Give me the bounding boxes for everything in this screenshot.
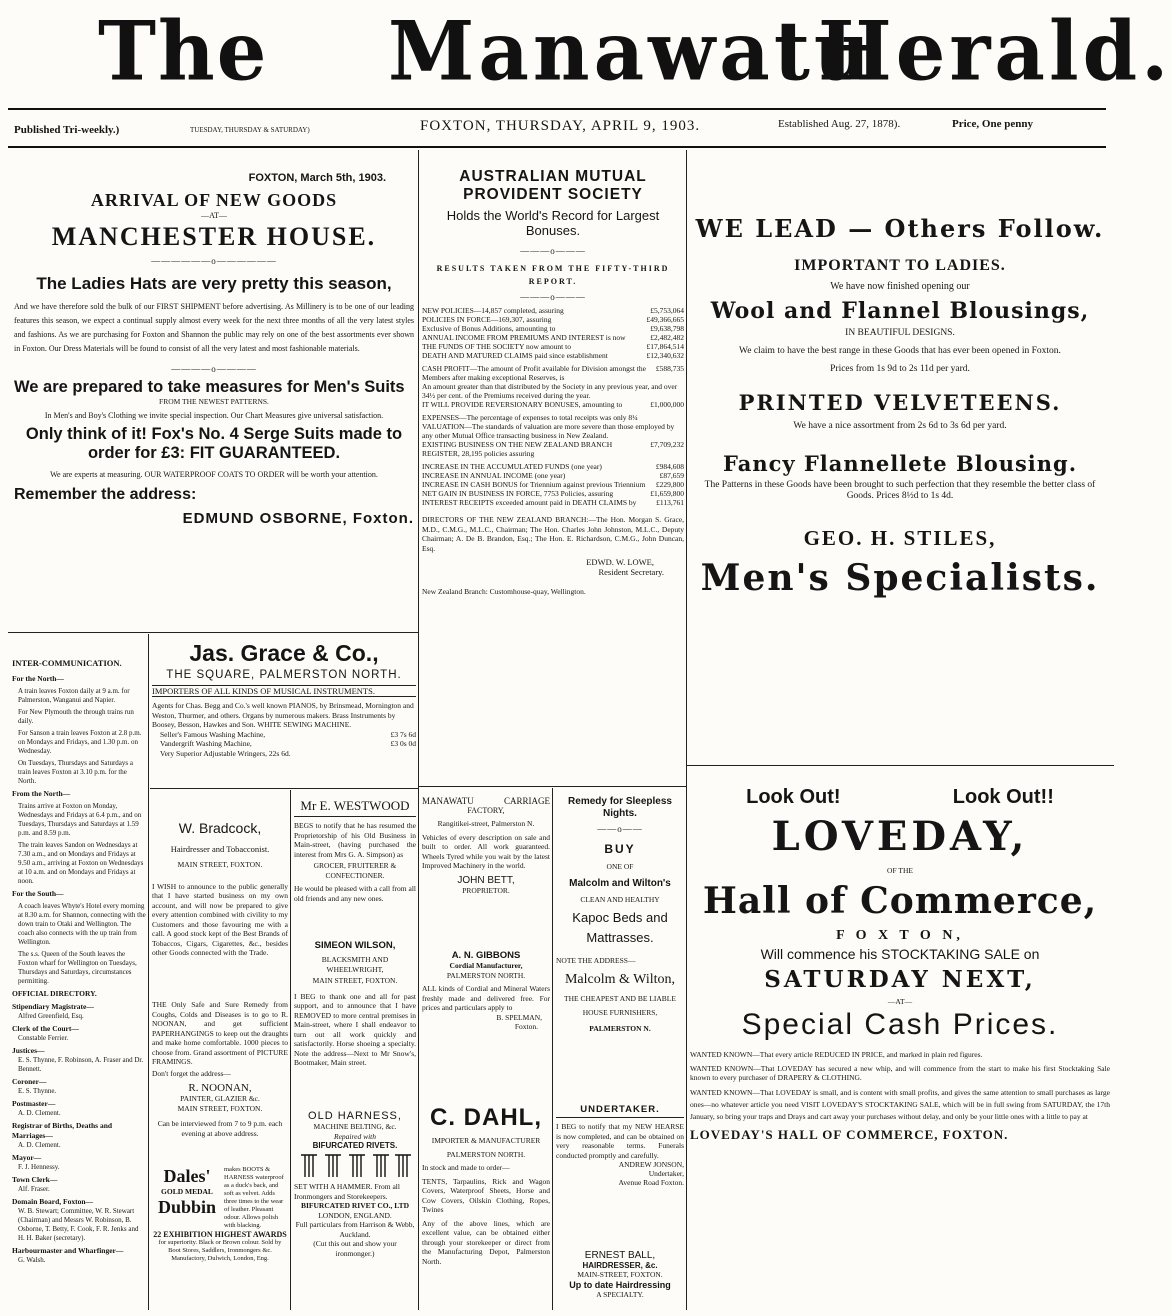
amp-result-value: £5,753,064 — [650, 306, 684, 315]
undertaker-body: I BEG to notify that my NEW HEARSE is now completed, and can be obtained on very reasonable terms. Funerals conducted promptly and carefully. — [556, 1122, 684, 1160]
at-divider: —AT— — [201, 211, 227, 220]
intercom-entry-text: Alf. Fraser. — [18, 1185, 50, 1193]
dahl-name: C. DAHL, — [430, 1104, 542, 1131]
grace-ad — [152, 640, 416, 785]
wool-blousings-headline: Wool and Flannel Blousings, — [710, 298, 1090, 324]
amp-result-label: POLICIES IN FORCE—169,307, assuring — [422, 315, 552, 324]
intercom-entry — [12, 729, 146, 756]
westwood-body-2: He would be pleased with a call from all old friends and any new ones. — [294, 884, 416, 903]
harness-cut-note: (Cut this out and show your ironmonger.) — [313, 1239, 397, 1258]
remember-address: Remember the address: — [14, 485, 197, 503]
wilson-name: SIMEON WILSON, — [314, 940, 396, 951]
intercom-entry-heading: For the South— — [12, 889, 64, 898]
amp-result-label: NEW POLICIES—14,857 completed, assuring — [422, 306, 564, 315]
harness-company-address: LONDON, ENGLAND. — [318, 1210, 392, 1220]
hall-of-commerce: Hall of Commerce, — [702, 879, 1098, 922]
intercom-entry — [12, 950, 146, 986]
gibbons-name: A. N. GIBBONS — [451, 950, 521, 961]
saturday-next: SATURDAY NEXT, — [764, 965, 1036, 993]
amp-subtitle: Holds the World's Record for Largest Bonuses. — [446, 208, 660, 238]
westwood-ad — [294, 798, 416, 928]
amp-result-label: Exclusive of Bonus Additions, amounting to — [422, 324, 556, 333]
flannellete-body: The Patterns in these Goods have been brought to such perfection that they resemble the better class of Goods. Prices 8½d to 1s 4d. — [704, 480, 1096, 501]
amp-result-row — [422, 471, 684, 480]
bradcock-address: MAIN STREET, FOXTON. — [177, 860, 263, 869]
amp-results-table — [422, 306, 684, 507]
amp-result-value: £229,800 — [655, 480, 684, 489]
dahl-ad — [422, 1104, 550, 1310]
dahl-body: TENTS, Tarpaulins, Rick and Wagon Covers, Waterproof Sheets, Horse and Cow Covers, Oilskin Clothing, Ropes, Twines — [422, 1176, 550, 1214]
amp-result-row — [422, 315, 684, 324]
intercom-entry-heading: Domain Board, Foxton— — [12, 1197, 94, 1206]
intercom-entry-text: E. S. Thynne. — [18, 1087, 57, 1095]
dubbin-side-text: makes BOOTS & HARNESS waterproof as a duck's back, and soft as velvet. Adds three times to the wear of leather. Pleasant odour. Allows polish with blacking. — [224, 1166, 284, 1229]
look-out-2: Look Out!! — [952, 786, 1054, 808]
best-range-claim: We claim to have the best range in these Goods that has ever been opened in Foxton. — [739, 346, 1061, 356]
intercom-entry-text: G. Walsh. — [18, 1256, 46, 1264]
intercom-entry-text: Alfred Greenfield, Esq. — [18, 1012, 84, 1020]
amp-result-row — [422, 480, 684, 489]
dahl-address: PALMERSTON NORTH. — [446, 1149, 526, 1159]
amp-result-label: VALUATION—The standards of valuation are more severe than those employed by any other Mutual Office transacting business in New Zealand. — [422, 422, 675, 440]
ad-dateline: FOXTON, March 5th, 1903. — [248, 172, 386, 184]
flannellete-headline: Fancy Flannellete Blousing. — [722, 451, 1078, 476]
amp-result-label: THE FUNDS OF THE SOCIETY now amount to — [422, 342, 571, 351]
dubbin-awards: 22 EXHIBITION HIGHEST AWARDS — [153, 1230, 287, 1239]
amp-result-row — [422, 462, 684, 471]
intercom-entry — [12, 1121, 146, 1150]
amp-result-label: An amount greater than that distributed by the Society in any previous year, and over 34½ per cent. of the Premiums received during the year. — [422, 382, 678, 400]
amp-signature: EDWD. W. LOWE, — [586, 557, 654, 567]
gibbons-ad — [422, 950, 550, 1060]
ball-trade: HAIRDRESSER, &c. — [582, 1261, 658, 1270]
westwood-body: BEGS to notify that he has resumed the Proprietorship of his Old Business in Main-street, (having purchased the interest from Mrs G. A. Simpson) as — [294, 821, 416, 859]
grace-item-label: Seller's Famous Washing Machine, — [160, 729, 266, 739]
headline-new-goods: ARRIVAL OF NEW GOODS — [90, 190, 338, 210]
column-divider — [418, 150, 419, 1310]
wanted-known-2: WANTED KNOWN—That LOVEDAY has secured a new whip, and will commence from the start to make his first Stocktaking Sale known to every purchaser of DRAPERY & CLOTHING. — [690, 1063, 1110, 1082]
amp-result-label: CASH PROFIT—The amount of Profit available for Division amongst the Members after making exceptional Reserves, is — [422, 364, 646, 382]
intercom-entry — [12, 1046, 146, 1074]
wilson-ad — [294, 940, 416, 1090]
carriage-factory-ad — [422, 796, 550, 936]
wilton-town: PALMERSTON N. — [589, 1023, 651, 1033]
one-of: ONE OF — [606, 862, 634, 871]
publication-days: TUESDAY, THURSDAY & SATURDAY) — [190, 126, 310, 134]
intercom-entry-text: Trains arrive at Foxton on Monday, Wednesdays and Fridays at 6.4 p.m., and on Tuesdays, Thursdays and Saturdays at 1.59 p.m. and 8.59 p.m. — [18, 802, 142, 837]
loveday-ad — [690, 782, 1110, 1310]
harness-sub: MACHINE BELTING, &c. — [313, 1122, 397, 1131]
grace-item-label: Vandergrift Washing Machine, — [160, 739, 252, 748]
established-note: Established Aug. 27, 1878). — [778, 118, 901, 130]
amp-result-value: £7,709,232 — [650, 440, 684, 449]
intercom-entry — [12, 1246, 146, 1265]
dahl-trade: IMPORTER & MANUFACTURER — [431, 1136, 541, 1145]
intercom-entry-heading: Mayor— — [12, 1153, 42, 1162]
section-rule — [150, 788, 418, 789]
finished-opening: We have now finished opening our — [830, 281, 970, 292]
intercom-entry-heading: For the North— — [12, 674, 64, 683]
intercom-entry — [12, 759, 146, 786]
amp-result-row — [422, 440, 684, 458]
wanted-known-3: WANTED KNOWN—That LOVEDAY is small, and is content with small profits, and gives the same attention to small purchases as large ones—no whatever article you need VISIT LOVEDAY'S STOCKTAKING SALE, which will be in full swing from SATURDAY, the 17th January, so bring your traps and Drays and cart away your purchases without delay, and only be your little ones with a little to pay at — [690, 1087, 1110, 1121]
carriage-title-2: CARRIAGE — [503, 796, 550, 806]
carriage-body: Vehicles of every description on sale and built to order. All work guaranteed. Wheels Tyred while you wait by the latest Improved Machinery in the world. — [422, 832, 550, 870]
intercom-entry-heading: Registrar of Births, Deaths and Marriages— — [12, 1121, 113, 1140]
amp-result-label: DEATH AND MATURED CLAIMS paid since establishment — [422, 351, 608, 360]
osborne-signature: EDMUND OSBORNE, Foxton. — [182, 509, 414, 527]
intercom-entry-text: The s.s. Queen of the South leaves the Foxton wharf for Wellington on Tuesdays, Thursdays and Saturdays, circumstances permitting. — [18, 950, 137, 985]
price-note: Price, One penny — [952, 118, 1033, 130]
harness-footer: Full particulars from Harrison & Webb, Auckland. — [295, 1220, 415, 1239]
amp-result-row — [422, 324, 684, 333]
loveday-footer: LOVEDAY'S HALL OF COMMERCE, FOXTON. — [690, 1126, 1009, 1142]
kapoc-heading: Kapoc Beds and Mattrasses. — [572, 910, 668, 945]
amp-result-value: £1,659,800 — [650, 489, 684, 498]
amp-result-value: £12,340,632 — [646, 351, 684, 360]
ornament-rule: ————o———— — [171, 364, 257, 374]
grace-price-row — [152, 730, 416, 740]
amp-result-label: NET GAIN IN BUSINESS IN FORCE, 7753 Policies, assuring — [422, 489, 614, 498]
stiles-ad — [690, 196, 1110, 761]
column-divider — [686, 150, 687, 1310]
velveteens-headline: PRINTED VELVETEENS. — [738, 390, 1062, 415]
amp-result-label: INCREASE IN CASH BONUS for Triennium against previous Triennium — [422, 480, 646, 489]
column-divider — [290, 790, 291, 1310]
intercom-entry-text: The train leaves Sandon on Wednesdays at 7.30 a.m., and on Mondays and Fridays at 9.50 a.m., arriving at Foxton on Wednesdays at 10 a.m. and on Mondays and Fridays at noon. — [18, 841, 144, 885]
noonan-name: R. NOONAN, — [188, 1082, 252, 1094]
amp-result-value: £9,638,798 — [650, 324, 684, 333]
intercom-entry-text: F. J. Hennessy. — [18, 1163, 60, 1171]
amp-result-value: £2,482,482 — [650, 333, 684, 342]
rivet-illustration-icon — [295, 1152, 415, 1180]
suits-body: In Men's and Boy's Clothing we invite special inspection. Our Chart Measures give universal satisfaction. — [44, 410, 384, 420]
suits-sub: FROM THE NEWEST PATTERNS. — [159, 397, 269, 406]
amp-result-value: £49,366,665 — [646, 315, 684, 324]
suits-headline: We are prepared to take measures for Men's Suits — [14, 378, 405, 396]
intercom-entry-text: A coach leaves Whyte's Hotel every morning at 8.30 a.m. for Shannon, connecting with the down train to Otaki and Wellington. The coach also connects with the up train from Wellington. — [18, 902, 146, 946]
mens-specialists: Men's Specialists. — [700, 557, 1100, 599]
note-address: NOTE THE ADDRESS— — [556, 956, 636, 965]
amp-result-row — [422, 498, 684, 507]
intercom-entry-heading: Postmaster— — [12, 1099, 56, 1108]
amp-result-row — [422, 333, 684, 342]
manchester-house-ad — [14, 172, 414, 627]
grace-name: Jas. Grace & Co., — [189, 640, 379, 666]
amp-result-label: EXISTING BUSINESS ON THE NEW ZEALAND BRANCH REGISTER, 28,195 policies assuring — [422, 440, 613, 458]
intercom-entry-heading: Coroner— — [12, 1077, 47, 1086]
ball-address: MAIN-STREET, FOXTON. — [577, 1270, 663, 1279]
intercom-entry-heading: Clerk of the Court— — [12, 1024, 79, 1033]
undertaker-title: UNDERTAKER. — [556, 1104, 684, 1118]
intercom-entry — [12, 1077, 146, 1096]
wilson-address: MAIN STREET, FOXTON. — [312, 976, 398, 985]
masthead-rule — [8, 108, 1106, 110]
intercom-entry-text: A train leaves Foxton daily at 9 a.m. for Palmerston, Wanganui and Napier. — [18, 687, 130, 704]
intercom-entry-text: A. D. Clement. — [18, 1141, 61, 1149]
intercom-entry — [12, 1024, 146, 1043]
amp-result-label: ANNUAL INCOME FROM PREMIUMS AND INTEREST is now — [422, 333, 626, 342]
intercom-entry — [12, 1197, 146, 1243]
amp-signature-title: Resident Secretary. — [598, 567, 664, 577]
foxton-spaced: F O X T O N, — [836, 927, 964, 943]
jonson-name: ANDREW JONSON, — [618, 1160, 684, 1169]
amp-result-row — [422, 306, 684, 315]
amp-result-label: INCREASE IN THE ACCUMULATED FUNDS (one year) — [422, 462, 602, 471]
intercom-entry-heading: From the North— — [12, 789, 71, 798]
masthead — [0, 0, 1172, 110]
masthead-word-manawatu: Manawatu — [388, 3, 875, 100]
noonan-footer: Can be interviewed from 7 to 9 p.m. each evening at above address. — [157, 1119, 283, 1138]
amp-society-ad — [422, 168, 684, 783]
harness-repaired: Repaired with — [333, 1131, 376, 1141]
amp-result-label: INCREASE IN ANNUAL INCOME (one year) — [422, 471, 566, 480]
experts-note: We are experts at measuring. OUR WATERPROOF COATS TO ORDER will be worth your attention. — [50, 469, 378, 479]
intercom-entry — [12, 687, 146, 705]
intercom-title: INTER-COMMUNICATION. — [12, 658, 122, 668]
intercom-entry — [12, 902, 146, 947]
amp-result-row — [422, 413, 684, 422]
intercom-entry — [12, 802, 146, 838]
intercom-entry-text: For New Plymouth the through trains run daily. — [18, 708, 134, 725]
beautiful-designs: IN BEAUTIFUL DESIGNS. — [845, 328, 955, 338]
serge-suits-headline: Only think of it! Fox's No. 4 Serge Suits made to order for £3: FIT GUARANTEED. — [25, 424, 403, 462]
harness-ad — [294, 1110, 416, 1258]
harness-rivets: BIFURCATED RIVETS. — [312, 1141, 398, 1150]
intercom-entry-text: On Tuesdays, Thursdays and Saturdays a train leaves Foxton at 3.10 p.m. for the North. — [18, 759, 133, 785]
dahl-body-2: Any of the above lines, which are excellent value, can be obtained either through your storekeeper or direct from the Manufacturing Depot, Palmerston North. — [422, 1218, 550, 1266]
amp-title-1: AUSTRALIAN MUTUAL — [459, 168, 647, 185]
blousing-prices: Prices from 1s 9d to 2s 11d per yard. — [830, 364, 970, 374]
gibbons-trade: Cordial Manufacturer, — [449, 961, 523, 970]
intercommunication-column — [12, 658, 146, 1308]
bett-title: PROPRIETOR. — [462, 885, 510, 895]
intercom-entry — [12, 1002, 146, 1021]
intercom-entry-text: For Sanson a train leaves Foxton at 2.8 p.m. on Mondays and Fridays, and 1.30 p.m. on Wednesday. — [18, 729, 142, 755]
westwood-name: Mr E. WESTWOOD — [294, 798, 416, 817]
ball-name: ERNEST BALL, — [584, 1250, 656, 1261]
ornament-rule: ———o——— — [520, 246, 586, 256]
amp-result-label: IT WILL PROVIDE REVERSIONARY BONUSES, amounting to — [422, 400, 623, 409]
intercom-entry-text: A. D. Clement. — [18, 1109, 61, 1117]
amp-title-2: PROVIDENT SOCIETY — [463, 186, 643, 203]
intercom-entry-heading: Justices— — [12, 1046, 45, 1055]
loveday-name: LOVEDAY, — [771, 813, 1029, 860]
dubbin-brand-1: Dales' — [163, 1166, 211, 1186]
hats-body: And we have therefore sold the bulk of our FIRST SHIPMENT before advertising. As Millinery is to be one of our leading features this season, we expect a continual supply almost every week for the next three months of all the very latest styles and fashions. As we are purchasing for Foxton and Shannon the public may rely on one of the best assortments ever shown in Foxton. Our Dress Materials will be found to consist of all the very latest and most fashionable materials. — [14, 302, 414, 353]
amp-result-row — [422, 351, 684, 360]
intercom-entry — [12, 708, 146, 726]
important-to-ladies: IMPORTANT TO LADIES. — [794, 257, 1006, 274]
amp-results-heading: RESULTS TAKEN FROM THE FIFTY-THIRD REPORT. — [436, 264, 670, 286]
bett-name: JOHN BETT, — [457, 874, 515, 886]
intercom-entry — [12, 1175, 146, 1194]
section-rule — [8, 632, 418, 633]
carriage-address: Rangitikei-street, Palmerston N. — [437, 819, 535, 828]
dahl-stock-note: In stock and made to order— — [422, 1163, 510, 1172]
wilton-name: Malcolm & Wilton, — [564, 971, 675, 987]
gibbons-body: ALL kinds of Cordial and Mineral Waters freshly made and delivered free. For prices and particulars apply to — [422, 984, 550, 1012]
wilson-trade: BLACKSMITH AND WHEELWRIGHT, — [321, 955, 389, 974]
grace-item-price: £3 0s 0d — [390, 739, 416, 748]
amp-result-label: INTEREST RECEIPTS exceeded amount paid in DEATH CLAIMS by — [422, 498, 637, 507]
dubbin-gold-medal: GOLD MEDAL — [161, 1187, 213, 1196]
intercom-entry — [12, 841, 146, 886]
noonan-body: THE Only Safe and Sure Remedy from Coughs, Colds and Diseases is to go to R. NOONAN, and get sufficient PAPERHANGINGS to keep out the draughts and make home comfortable. 1000 pieces to choose from. Grand assortment of PICTURE FRAMINGS. — [152, 1000, 288, 1066]
amp-result-value: £17,864,514 — [646, 342, 684, 351]
grace-price-list — [152, 730, 416, 759]
westwood-trade: GROCER, FRUITERER & CONFECTIONER. — [313, 861, 397, 880]
sleepless-heading: Remedy for Sleepless Nights. — [568, 796, 672, 819]
grace-price-row — [152, 739, 416, 749]
masthead-word-the: The — [98, 3, 269, 100]
published-note: Published Tri-weekly.) — [14, 124, 120, 136]
grace-address: THE SQUARE, PALMERSTON NORTH. — [166, 669, 402, 681]
carriage-title-3: FACTORY, — [467, 806, 505, 815]
intercom-entry — [12, 674, 146, 684]
intercom-entry — [12, 1153, 146, 1172]
ball-up-to-date: Up to date Hairdressing — [569, 1279, 671, 1290]
intercom-entry-text: Constable Ferrier. — [18, 1034, 69, 1042]
intercom-entry-heading: Harbourmaster and Wharfinger— — [12, 1246, 124, 1255]
amp-result-value: £113,761 — [656, 498, 684, 507]
ball-ad — [556, 1250, 684, 1310]
ball-specialty: A SPECIALTY. — [596, 1289, 644, 1299]
we-lead-headline: WE LEAD — Others Follow. — [695, 214, 1105, 243]
intercom-entry-text: E. S. Thynne, F. Robinson, A. Fraser and Dr. Bennett. — [18, 1056, 144, 1073]
undertaker-ad — [556, 1104, 684, 1224]
intercom-entry — [12, 989, 146, 999]
noonan-trade: PAINTER, GLAZIER &c. — [180, 1094, 260, 1103]
grace-importers: IMPORTERS OF ALL KINDS OF MUSICAL INSTRUMENTS. — [152, 685, 416, 697]
jonson-address: Avenue Road Foxton. — [618, 1178, 684, 1187]
spelman-address: Foxton. — [514, 1021, 538, 1031]
special-cash-prices: Special Cash Prices. — [741, 1008, 1059, 1041]
issue-date: FOXTON, THURSDAY, APRIL 9, 1903. — [420, 118, 701, 134]
column-divider — [552, 788, 553, 1310]
amp-result-row — [422, 382, 684, 400]
amp-result-value: £984,608 — [655, 462, 684, 471]
masthead-word-herald: Herald. — [818, 3, 1172, 100]
noonan-address: MAIN STREET, FOXTON. — [177, 1103, 263, 1113]
amp-result-row — [422, 364, 684, 382]
dubbin-ad — [152, 1166, 288, 1310]
of-the: OF THE — [887, 866, 913, 875]
gibbons-address: PALMERSTON NORTH. — [446, 970, 526, 980]
intercom-entry-heading: Town Clerk— — [12, 1175, 58, 1184]
intercom-entry-text: W. B. Stewart; Committee, W. R. Stewart (Chairman) and Messrs W. Robinson, B. Osborne, T. Betty, F. Cook, F. R. Jenks and H. H. Baker (secretary). — [18, 1207, 139, 1242]
bradcock-body: I WISH to announce to the public generally that I have started business on my own account, and will now be prepared to give every attention combined with civility to my Customers and those favouring me with a call. A good stock kept of the Best Brands of Tobaccos, Cigars, Cigarettes, &c., besides other Goods connected with the Trade. — [152, 881, 288, 957]
velveteens-prices: We have a nice assortment from 2s 6d to 3s 6d per yard. — [793, 421, 1007, 431]
column-divider — [148, 634, 149, 1310]
wilton-makers: Malcolm and Wilton's — [569, 877, 671, 889]
intercom-list — [12, 674, 146, 1265]
amp-result-row — [422, 422, 684, 440]
amp-result-label: EXPENSES—The percentage of expenses to total receipts was only 8¼ — [422, 413, 638, 422]
dubbin-footer: for superiority. Black or Brown colour. Sold by Boot Stores, Saddlers, Ironmongers &c. Manufactory, Dulwich, London, Eng. — [158, 1239, 282, 1262]
amp-result-row — [422, 489, 684, 498]
grace-item-label: Very Superior Adjustable Wringers, 22s 6d. — [160, 748, 291, 758]
intercom-entry-heading: Stipendiary Magistrate— — [12, 1002, 94, 1011]
section-rule — [686, 765, 1114, 766]
ornament-rule: ———o——— — [520, 292, 586, 302]
intercom-entry — [12, 789, 146, 799]
wilson-body: I BEG to thank one and all for past support, and to announce that I have REMOVED to more central premises in Main-street, where I shall endeavor to turn out all work quickly and satisfactorily. Horse shoeing a specialty. Note the address—Next to Mr Snow's, Bootmaker, Main street. — [294, 991, 416, 1067]
harness-body: SET WITH A HAMMER. From all Ironmongers and Storekeepers. — [294, 1182, 400, 1201]
amp-result-row — [422, 400, 684, 409]
wilton-cheapest: THE CHEAPEST AND BE LIABLE HOUSE FURNISHERS, — [564, 993, 676, 1017]
hats-headline: The Ladies Hats are very pretty this season, — [36, 274, 392, 293]
noonan-forget: Don't forget the address— — [152, 1068, 231, 1078]
noonan-ad — [152, 1000, 288, 1160]
wilton-ad — [556, 796, 684, 1096]
harness-title: OLD HARNESS, — [308, 1110, 402, 1122]
section-rule — [418, 786, 686, 787]
intercom-entry-heading: OFFICIAL DIRECTORY. — [12, 989, 97, 998]
bradcock-name: W. Bradcock, — [178, 820, 262, 836]
amp-result-value: £87,659 — [659, 471, 684, 480]
spelman-name: B. SPELMAN, — [496, 1012, 542, 1022]
amp-result-value: £588,735 — [655, 364, 684, 373]
grace-body: Agents for Chas. Begg and Co.'s well known PIANOS, by Brinsmead, Mornington and Weston, Thurmer, and others. Organs by numerous makers. Brass Instruments by Boosey, Besson, Hawkes and Son. WHITE SEWING MACHINE. — [152, 701, 414, 729]
ornament-rule: ——————o—————— — [151, 256, 277, 266]
intercom-entry — [12, 1099, 146, 1118]
bradcock-trade: Hairdresser and Tobacconist. — [170, 844, 270, 854]
jonson-trade: Undertaker, — [648, 1169, 684, 1178]
amp-result-value: £1,000,000 — [650, 400, 684, 409]
grace-price-row — [152, 749, 416, 759]
amp-result-row — [422, 342, 684, 351]
look-out-1: Look Out! — [746, 786, 841, 808]
headline-manchester-house: MANCHESTER HOUSE. — [51, 222, 377, 251]
grace-item-price: £3 7s 6d — [390, 729, 416, 739]
at-divider: —AT— — [887, 996, 913, 1006]
amp-branch-address: New Zealand Branch: Customhouse-quay, Wellington. — [422, 587, 586, 596]
ornament-rule: ——o—— — [597, 824, 643, 834]
stocktaking-line: Will commence his STOCKTAKING SALE on — [760, 945, 1040, 962]
clean-healthy: CLEAN AND HEALTHY — [580, 894, 660, 904]
wanted-known-1: WANTED KNOWN—That every article REDUCED IN PRICE, and marked in plain red figures. — [690, 1050, 983, 1059]
harness-company: BIFURCATED RIVET CO., LTD — [300, 1201, 409, 1210]
intercom-entry — [12, 889, 146, 899]
stiles-name: GEO. H. STILES, — [803, 526, 997, 550]
amp-directors: DIRECTORS OF THE NEW ZEALAND BRANCH:—The Hon. Morgan S. Grace, M.D., C.M.G., M.L.C., Chairman; The Hon. Charles John Johnston, M.L.C., Deputy Chairman; A. De B. Brandon, Esq.; The Hon. E. Richardson, C.M.G., John Duncan, Esq. — [422, 515, 684, 553]
dateline-rule — [8, 146, 1106, 148]
carriage-title-1: MANAWATU — [422, 796, 474, 806]
buy-heading: BUY — [604, 842, 636, 856]
dubbin-brand-2: Dubbin — [157, 1196, 217, 1217]
